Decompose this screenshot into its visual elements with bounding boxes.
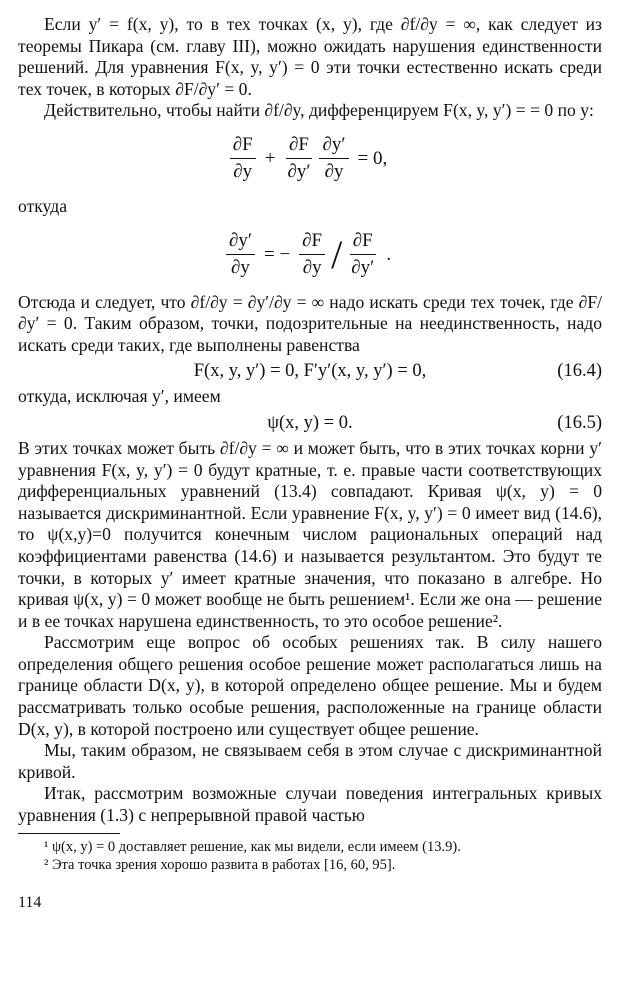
- equation-dy-prime: $\frac{\partial y'}{\partial y}$ = − $\frac{\partial F}{\partial y}$ / $\frac{\partial F}{\partial y'}$ .: [18, 218, 602, 292]
- fraction: $\frac{\partial y'}{\partial y}$: [319, 132, 348, 185]
- fraction: $\frac{\partial F}{\partial y}$: [230, 132, 256, 185]
- fraction: $\frac{\partial F}{\partial y'}$: [351, 230, 375, 279]
- footnote-2: ² Эта точка зрения хорошо развита в работах [16, 60, 95].: [44, 856, 396, 873]
- paragraph-5: откуда, исключая y′, имеем: [18, 386, 221, 407]
- paragraph-7: Рассмотрим еще вопрос об особых решениях так. В силу нашего определения общего решения особое решение может располагаться лишь на границе области D(x, y), в которой определено общее решение. Мы и будем рассматривать только особые решения, расположенные на границе области D(x, y), в которой построено или существует общее решение.: [18, 632, 602, 739]
- paragraph-1: Если y′ = f(x, y), то в тех точках (x, y), где ∂f/∂y = ∞, как следует из теоремы Пикара (см. главу III), можно ожидать нарушения единственности решений. Для уравнения F(x, y, y′) = 0 эти точки естественно искать среди тех точек, в которых ∂F/∂y′ = 0.: [18, 14, 602, 99]
- paragraph-9: Итак, рассмотрим возможные случаи поведения интегральных кривых уравнения (1.3) с непрерывной правой частью: [18, 783, 602, 826]
- fraction: $\frac{\partial F}{\partial y}$: [299, 228, 325, 281]
- fraction: $\frac{\partial F}{\partial y'}$: [287, 134, 311, 183]
- equation-16-5: ψ(x, y) = 0. (16.5): [18, 408, 602, 438]
- paragraph-8: Мы, таким образом, не связываем себя в этом случае с дискриминантной кривой.: [18, 740, 602, 782]
- equation-number: (16.4): [557, 361, 602, 382]
- footnote-1: ¹ ψ(x, y) = 0 доставляет решение, как мы видели, если имеем (13.9).: [44, 838, 461, 855]
- equation-derivative-sum: $\frac{\partial F}{\partial y}$ + $\frac{\partial F}{\partial y'}$ $\frac{\partial y'}{\partial y}$ = 0,: [18, 122, 602, 196]
- paragraph-6: В этих точках может быть ∂f/∂y = ∞ и может быть, что в этих точках корни y′ уравнения F(x, y, y′) = 0 будут кратные, т. е. правые части соответствующих дифференциальных уравнений (13.4) совпадают. Кривая ψ(x, y) = 0 называется дискриминантной. Если уравнение F(x, y, y′) = 0 имеет вид (14.6), то ψ(x,y)=0 получится конечным числом рациональных операций над коэффициентами равенства (14.6) и называется результантом. Это будут те точки, в которых y′ имеет кратные значения, что показано в алгебре. Но кривая ψ(x, y) = 0 может вообще не быть решением¹. Если же она — решение и в ее точках нарушена единственность, то это особое решение².: [18, 437, 602, 631]
- paragraph-2: Действительно, чтобы найти ∂f/∂y, дифференцируем F(x, y, y′) = = 0 по y:: [44, 100, 594, 121]
- equation-16-4: F(x, y, y′) = 0, F′y′(x, y, y′) = 0, (16.4): [18, 356, 602, 386]
- footnote-divider: [18, 833, 120, 834]
- paragraph-3: откуда: [18, 195, 68, 216]
- page-number: 114: [18, 893, 42, 911]
- fraction: $\frac{\partial y'}{\partial y}$: [226, 228, 255, 281]
- equation-number: (16.5): [557, 412, 602, 433]
- book-page: [18, 14, 602, 912]
- paragraph-4: Отсюда и следует, что ∂f/∂y = ∂y′/∂y = ∞ надо искать среди тех точек, где ∂F/∂y′ = 0. Таким образом, точки, подозрительные на неединственность, надо искать среди таких, где выполнены равенства: [18, 291, 602, 355]
